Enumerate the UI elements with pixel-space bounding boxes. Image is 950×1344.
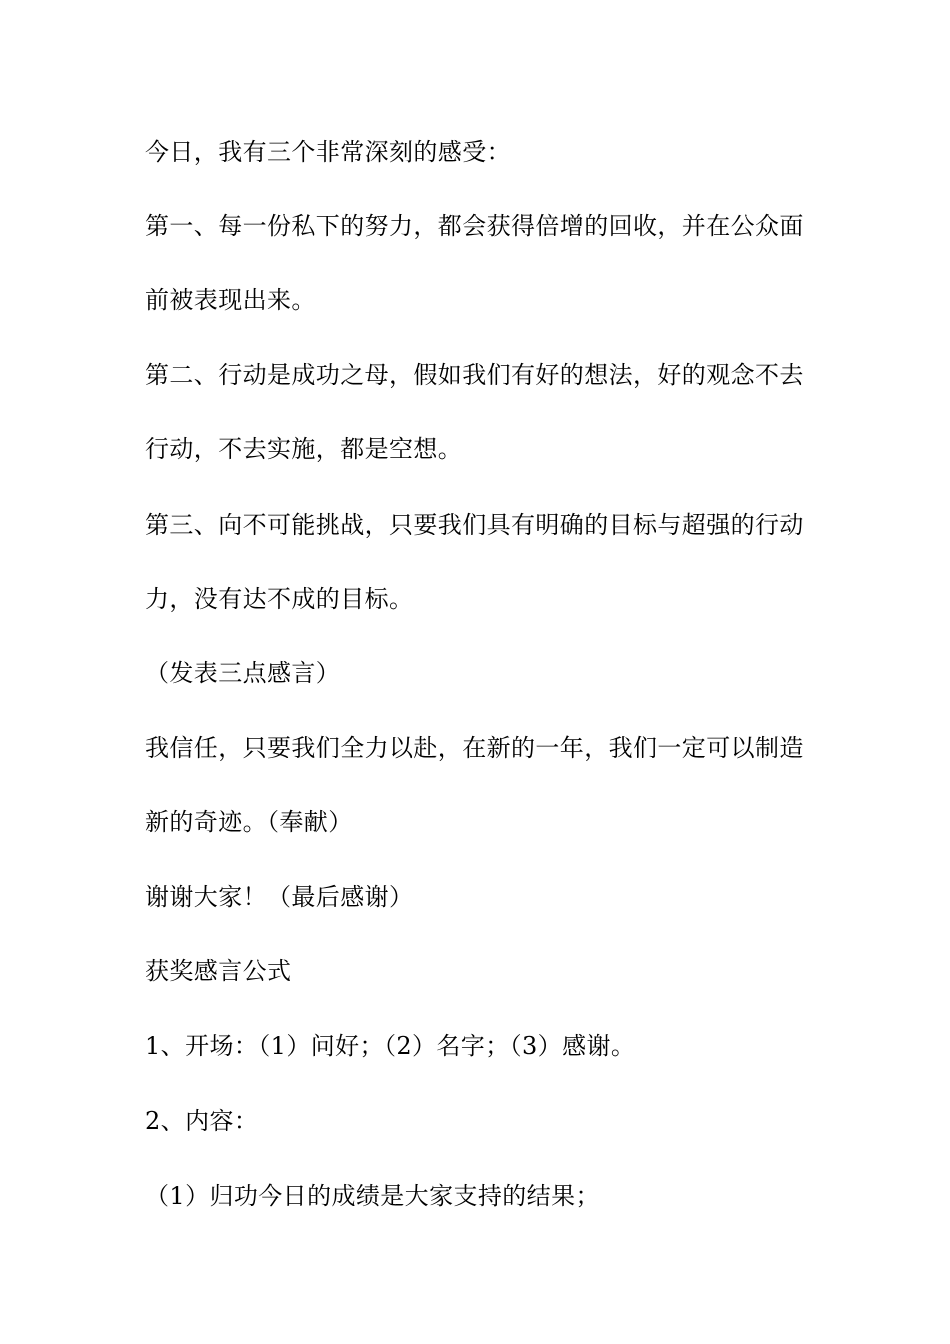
paragraph-thanks: 谢谢大家！（最后感谢） <box>145 883 414 911</box>
list-subitem-credit: （1）归功今日的成绩是大家支持的结果； <box>145 1182 600 1210</box>
list-item-content: 2、内容： <box>145 1107 259 1135</box>
paragraph-first-point-line-1: 第一、每一份私下的努力，都会获得倍增的回收，并在公众面 <box>145 212 804 240</box>
paragraph-second-point-line-1: 第二、行动是成功之母，假如我们有好的想法，好的观念不去 <box>145 361 804 389</box>
paragraph-intro: 今日，我有三个非常深刻的感受： <box>145 138 511 166</box>
stage-note-three-points: （发表三点感言） <box>145 659 341 687</box>
paragraph-third-point-line-1: 第三、向不可能挑战，只要我们具有明确的目标与超强的行动 <box>145 511 804 539</box>
paragraph-third-point-line-2: 力，没有达不成的目标。 <box>145 585 414 613</box>
paragraph-belief-line-1: 我信任，只要我们全力以赴，在新的一年，我们一定可以制造 <box>145 734 804 762</box>
list-item-opening: 1、开场：（1）问好；（2）名字；（3）感谢。 <box>145 1032 636 1060</box>
paragraph-first-point-line-2: 前被表现出来。 <box>145 286 316 314</box>
section-heading-formula: 获奖感言公式 <box>145 957 292 985</box>
paragraph-second-point-line-2: 行动，不去实施，都是空想。 <box>145 435 463 463</box>
paragraph-belief-line-2: 新的奇迹。（奉献） <box>145 808 353 836</box>
